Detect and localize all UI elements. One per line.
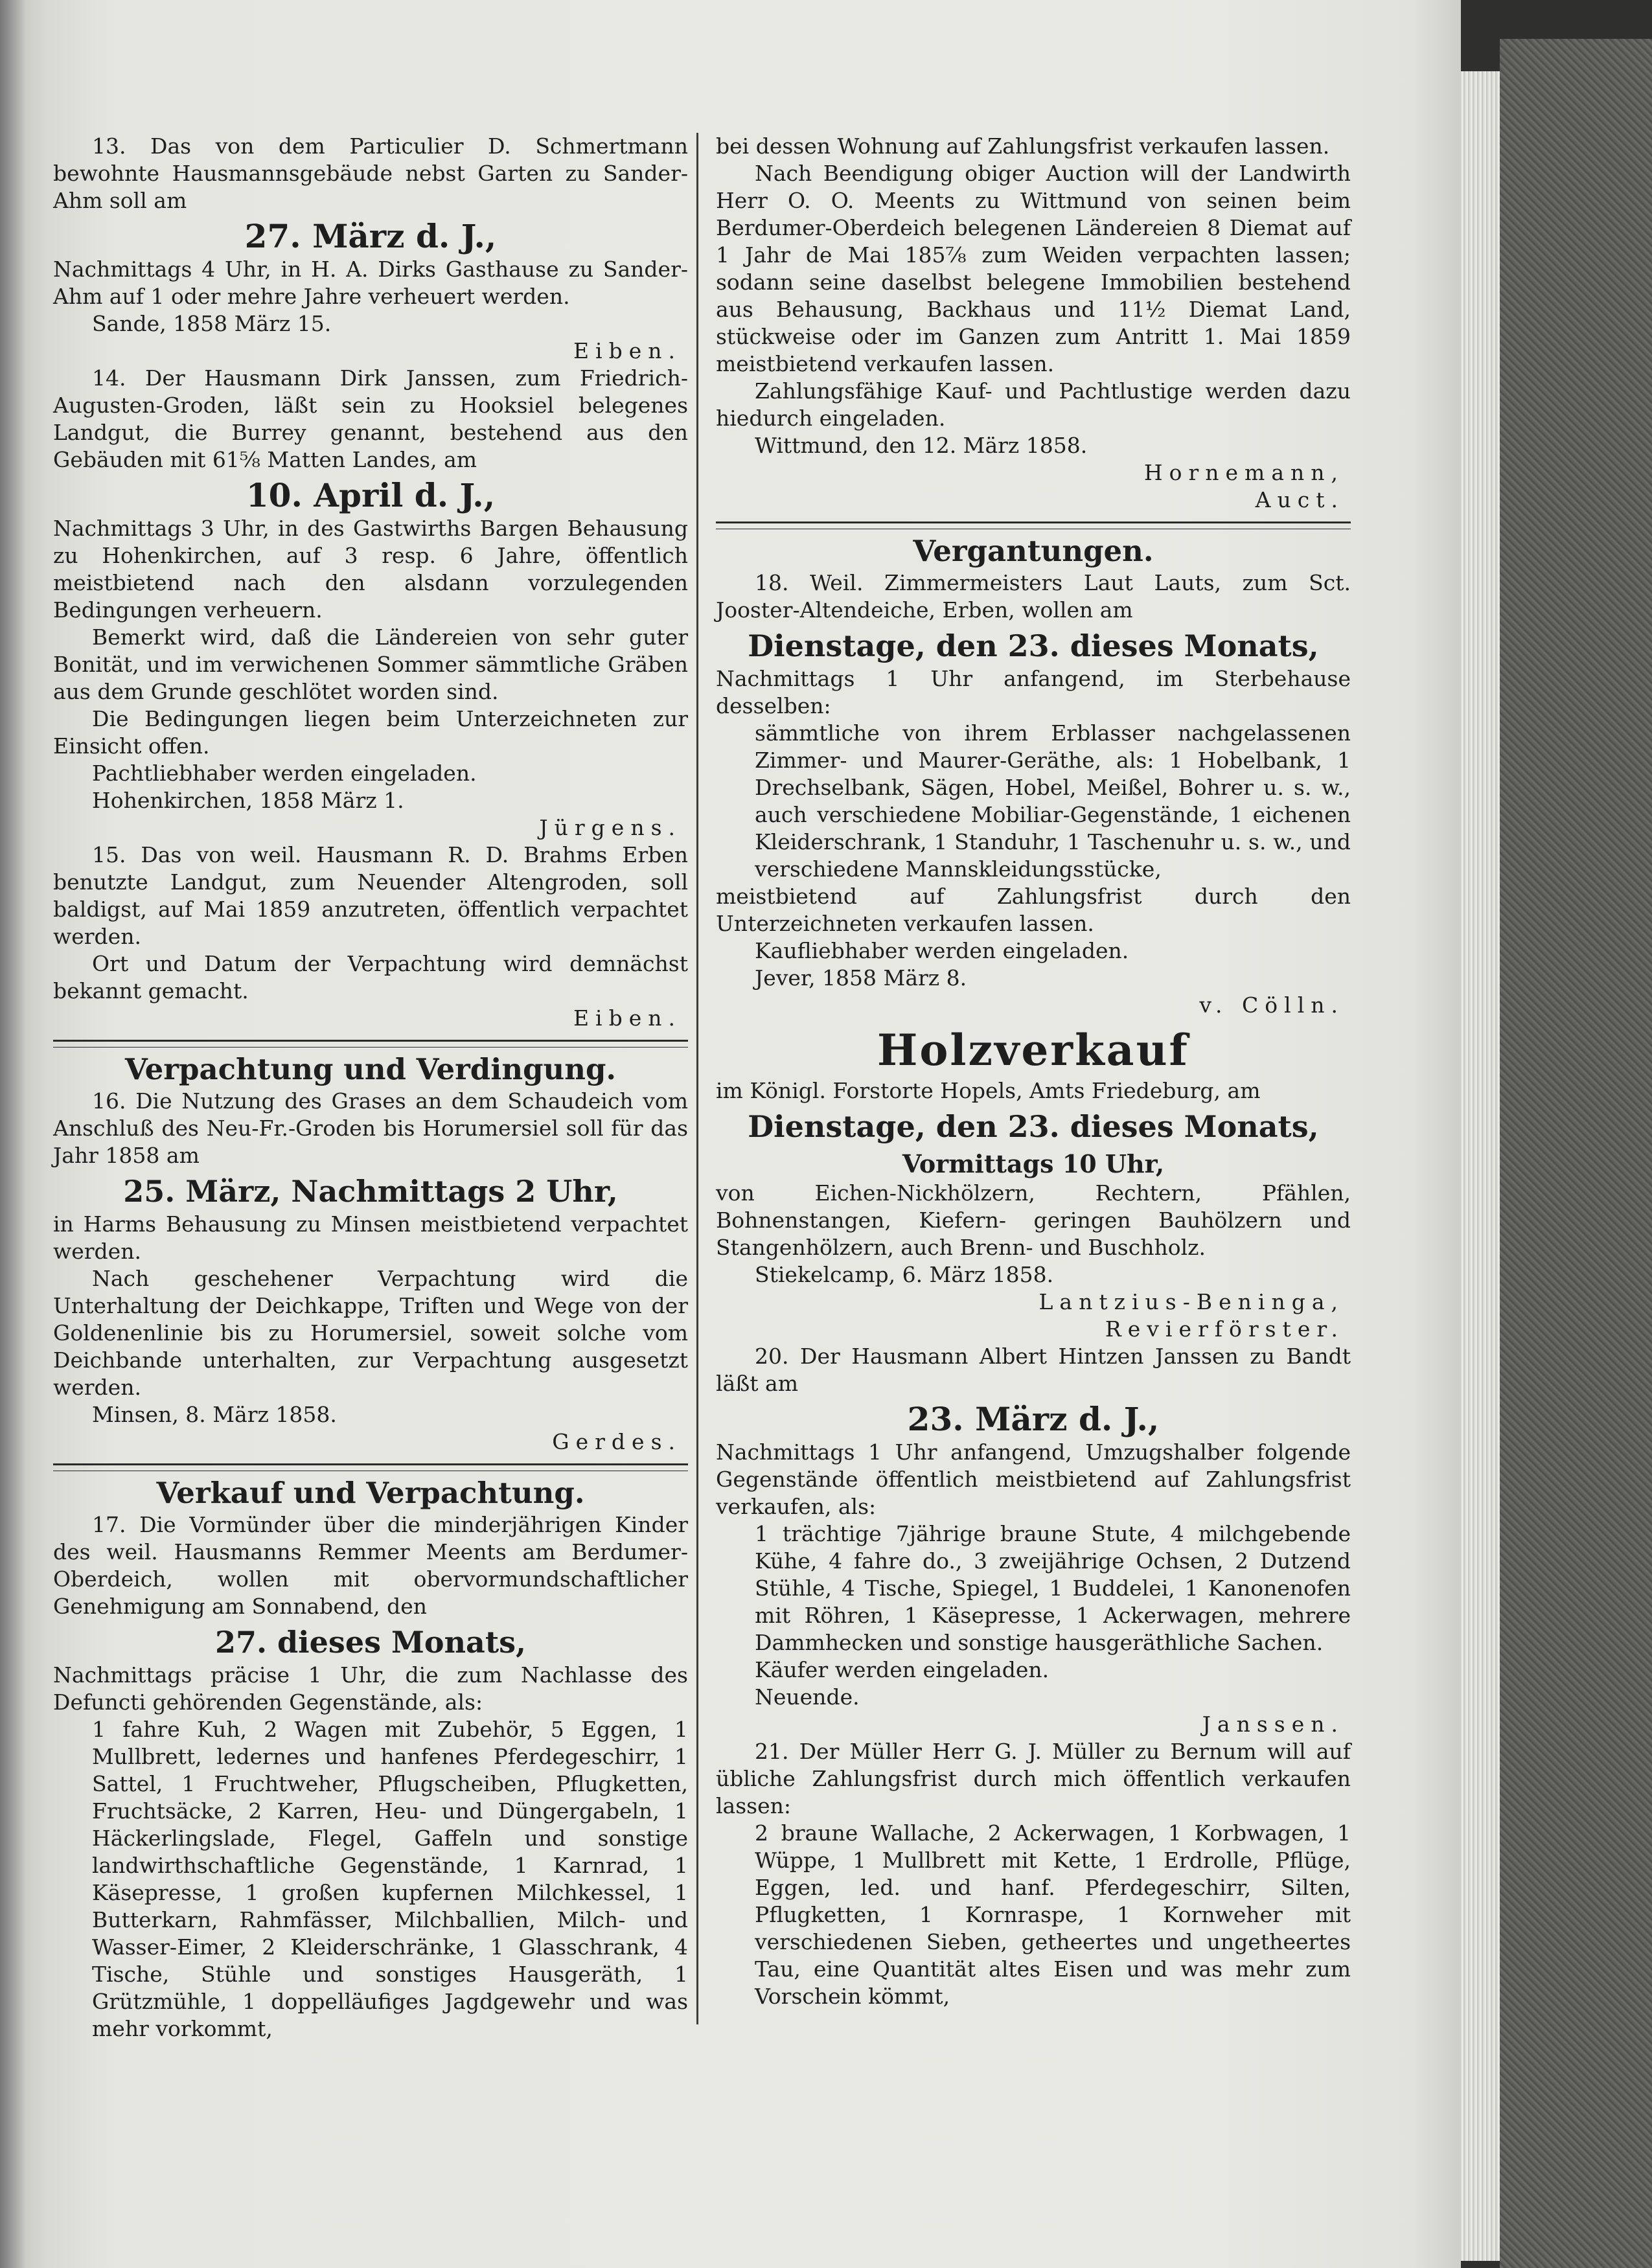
notice-19-text: im Königl. Forstorte Hopels, Amts Friedeburg, am <box>716 1078 1261 1103</box>
notice-16-date: 25. März, Nachmittags 2 Uhr, <box>123 1174 618 1209</box>
notice-14-date: 10. April d. J., <box>246 476 496 514</box>
notice-17-date: 27. dieses Monats, <box>214 1625 527 1660</box>
notice-20-text: 20. Der Hausmann Albert Hintzen Janssen zu Bandt läßt am <box>716 1344 1351 1396</box>
notice-14-text-3: Bemerkt wird, daß die Ländereien von sehr guter Bonität, und im verwichenen Sommer sämmtliche Gräben aus dem Grunde geschlötet worden sind. <box>53 624 688 704</box>
section-rule <box>716 521 1351 529</box>
notice-13-signature: Eiben. <box>573 338 682 363</box>
notice-13-date: 27. März d. J., <box>244 217 497 255</box>
notice-20-text-2: Nachmittags 1 Uhr anfangend, Umzugshalber folgende Gegenstände öffentlich meistbietend auf Zahlungsfrist verkaufen, als: <box>716 1439 1351 1519</box>
book-cover <box>1500 39 1652 2268</box>
notice-16-signature: Gerdes. <box>552 1429 682 1454</box>
notice-18-text-3: meistbietend auf Zahlungsfrist durch den Unterzeichneten verkaufen lassen. <box>716 884 1351 936</box>
notice-20-place: Neuende. <box>755 1684 860 1710</box>
notice-19-signature-title: Revierförster. <box>1105 1316 1344 1342</box>
notice-17-text-2: Nachmittags präcise 1 Uhr, die zum Nachlasse des Defuncti gehörenden Gegenstände, als: <box>53 1662 688 1715</box>
notice-15-signature: Eiben. <box>573 1005 682 1031</box>
notice-20-text-3: Käufer werden eingeladen. <box>755 1657 1050 1682</box>
notice-14-text-2: Nachmittags 3 Uhr, in des Gastwirths Bargen Behausung zu Hohenkirchen, auf 3 resp. 6 Jahre, öffentlich meistbietend nach den alsdann vorzulegenden Bedingungen verheuern. <box>53 516 688 623</box>
notice-13-text: 13. Das von dem Particulier D. Schmertmann bewohnte Hausmannsgebäude nebst Garten zu Sander-Ahm soll am <box>53 133 688 213</box>
notice-21-item-list: 2 braune Wallache, 2 Ackerwagen, 1 Korbwagen, 1 Wüppe, 1 Mullbrett mit Kette, 1 Erdrolle, Pflüge, Eggen, led. und hanf. Pferdegeschirr, Silten, Pflugketten, 1 Kornraspe, 1 Kornweher mit verschiedenen Sieben, getheertes und ungetheertes Tau, eine Quantität altes Eisen und was mehr zum Vorschein kömmt, <box>755 1820 1351 2009</box>
notice-19-time: Vormittags 10 Uhr, <box>902 1149 1165 1178</box>
notice-13-place: Sande, 1858 März 15. <box>92 311 332 336</box>
left-column <box>53 133 688 2043</box>
column-divider <box>696 133 698 2024</box>
notice-14-place: Hohenkirchen, 1858 März 1. <box>92 788 404 813</box>
holzverkauf-heading: Holzverkauf <box>877 1025 1189 1075</box>
notice-14-text-5: Pachtliebhaber werden eingeladen. <box>92 761 477 786</box>
notice-17-item-list: 1 fahre Kuh, 2 Wagen mit Zubehör, 5 Eggen, 1 Mullbrett, ledernes und hanfenes Pferdegeschirr, 1 Sattel, 1 Fruchtweher, Pflugscheiben, Pflugketten, Fruchtsäcke, 2 Karren, Heu- und Düngergabeln, 1 Häckerlingslade, Flegel, Gaffeln und sonstige landwirthschaftliche Gegenstände, 1 Karnrad, 1 Käsepresse, 1 großen kupfernen Milchkessel, 1 Butterkarn, Rahmfässer, Milchballien, Milch- und Wasser-Eimer, 2 Kleiderschränke, 1 Glasschrank, 4 Tische, Stühle und sonstiges Hausgeräth, 1 Grützmühle, 1 doppelläufiges Jagdgewehr und was mehr vorkommt, <box>92 1717 688 2041</box>
notice-18-text-2: Nachmittags 1 Uhr anfangend, im Sterbehause desselben: <box>716 666 1351 718</box>
notice-19-signature: Lantzius-Beninga, <box>1038 1289 1344 1314</box>
notice-16-text: 16. Die Nutzung des Grases an dem Schaudeich vom Anschluß des Neu-Fr.-Groden bis Horumersiel soll für das Jahr 1858 am <box>53 1088 688 1168</box>
notice-18-text-4: Kaufliebhaber werden eingeladen. <box>755 938 1129 963</box>
notice-16-text-2: in Harms Behausung zu Minsen meistbietend verpachtet werden. <box>53 1211 688 1264</box>
page-stack-edge <box>1461 71 1500 2261</box>
notice-17-text-4: Nach Beendigung obiger Auction will der Landwirth Herr O. O. Meents zu Wittmund von seinen beim Berdumer-Oberdeich belegenen Ländereien 8 Diemat auf 1 Jahr de Mai 185⅞ zum Weiden verpachten lassen; sodann seine daselbst belegene Immobilien bestehend aus Behausung, Backhaus und 11½ Diemat Land, stückweise oder im Ganzen zum Antritt 1. Mai 1859 meistbietend verkaufen lassen. <box>716 161 1351 376</box>
right-column <box>716 133 1351 2010</box>
notice-15-text-2: Ort und Datum der Verpachtung wird demnächst bekannt gemacht. <box>53 951 688 1003</box>
notice-18-text: 18. Weil. Zimmermeisters Laut Lauts, zum Sct. Jooster-Altendeiche, Erben, wollen am <box>716 570 1351 623</box>
notice-19-place: Stiekelcamp, 6. März 1858. <box>755 1262 1054 1287</box>
notice-21-text: 21. Der Müller Herr G. J. Müller zu Bernum will auf übliche Zahlungsfrist durch mich öffentlich verkaufen lassen: <box>716 1739 1351 1818</box>
notice-20-date: 23. März d. J., <box>907 1400 1160 1438</box>
notice-20-signature: Janssen. <box>1202 1712 1344 1737</box>
section-heading-vergantungen: Vergantungen. <box>913 534 1154 568</box>
binding-shadow <box>0 0 26 2268</box>
notice-13-text-2: Nachmittags 4 Uhr, in H. A. Dirks Gasthause zu Sander-Ahm auf 1 oder mehre Jahre verheuert werden. <box>53 257 688 309</box>
notice-19-date: Dienstage, den 23. dieses Monats, <box>748 1109 1319 1144</box>
notice-14-text: 14. Der Hausmann Dirk Janssen, zum Friedrich-Augusten-Groden, läßt sein zu Hooksiel belegenes Landgut, die Burrey genannt, bestehend aus den Gebäuden mit 61⅝ Matten Landes, am <box>53 365 688 472</box>
notice-18-signature: v. Cölln. <box>1199 992 1344 1018</box>
notice-16-place: Minsen, 8. März 1858. <box>92 1402 337 1427</box>
notice-16-text-3: Nach geschehener Verpachtung wird die Unterhaltung der Deichkappe, Triften und Wege von der Goldenenlinie bis zu Horumersiel, soweit solche vom Deichbande unterhalten, zur Verpachtung ausgesetzt werden. <box>53 1266 688 1400</box>
notice-18-item-list: sämmtliche von ihrem Erblasser nachgelassenen Zimmer- und Maurer-Geräthe, als: 1 Hobelbank, 1 Drechselbank, Sägen, Hobel, Meißel, Bohrer u. s. w., auch verschiedene Mobiliar-Gegenstände, 1 eichenen Kleiderschrank, 1 Standuhr, 1 Taschenuhr u. s. w., und verschiedene Mannskleidungsstücke, <box>755 720 1351 882</box>
section-rule <box>53 1040 688 1048</box>
notice-14-signature: Jürgens. <box>539 815 682 840</box>
notice-18-place: Jever, 1858 März 8. <box>755 965 967 991</box>
notice-17-signature-title: Auct. <box>1255 487 1344 512</box>
notice-20-item-list: 1 trächtige 7jährige braune Stute, 4 milchgebende Kühe, 4 fahre do., 3 zweijährige Ochsen, 2 Dutzend Stühle, 4 Tische, Spiegel, 1 Buddelei, 1 Kanonenofen mit Röhren, 1 Käsepresse, 1 Ackerwagen, mehrere Dammhecken und sonstige hausgeräthliche Sachen. <box>755 1521 1351 1655</box>
section-rule <box>53 1463 688 1471</box>
section-heading-verkauf-verpachtung: Verkauf und Verpachtung. <box>156 1476 585 1510</box>
notice-17-text: 17. Die Vormünder über die minderjährigen Kinder des weil. Hausmanns Remmer Meents am Berdumer-Oberdeich, wollen mit obervormundschaftlicher Genehmigung am Sonnabend, den <box>53 1512 688 1619</box>
notice-17-text-5: Zahlungsfähige Kauf- und Pachtlustige werden dazu hiedurch eingeladen. <box>716 378 1351 431</box>
notice-18-date: Dienstage, den 23. dieses Monats, <box>748 628 1319 663</box>
notice-15-text: 15. Das von weil. Hausmann R. D. Brahms Erben benutzte Landgut, zum Neuender Altengroden, soll baldigst, auf Mai 1859 anzutreten, öffentlich verpachtet werden. <box>53 842 688 949</box>
notice-14-text-4: Die Bedingungen liegen beim Unterzeichneten zur Einsicht offen. <box>53 706 688 759</box>
notice-19-text-2: von Eichen-Nickhölzern, Rechtern, Pfählen, Bohnenstangen, Kiefern- geringen Bauhölzern und Stangenhölzern, auch Brenn- und Buschholz. <box>716 1180 1351 1260</box>
notice-17-text-3: bei dessen Wohnung auf Zahlungsfrist verkaufen lassen. <box>716 133 1330 159</box>
section-heading-verpachtung-verdingung: Verpachtung und Verdingung. <box>124 1052 617 1086</box>
notice-17-place: Wittmund, den 12. März 1858. <box>755 433 1088 458</box>
notice-17-signature: Hornemann, <box>1143 460 1344 485</box>
